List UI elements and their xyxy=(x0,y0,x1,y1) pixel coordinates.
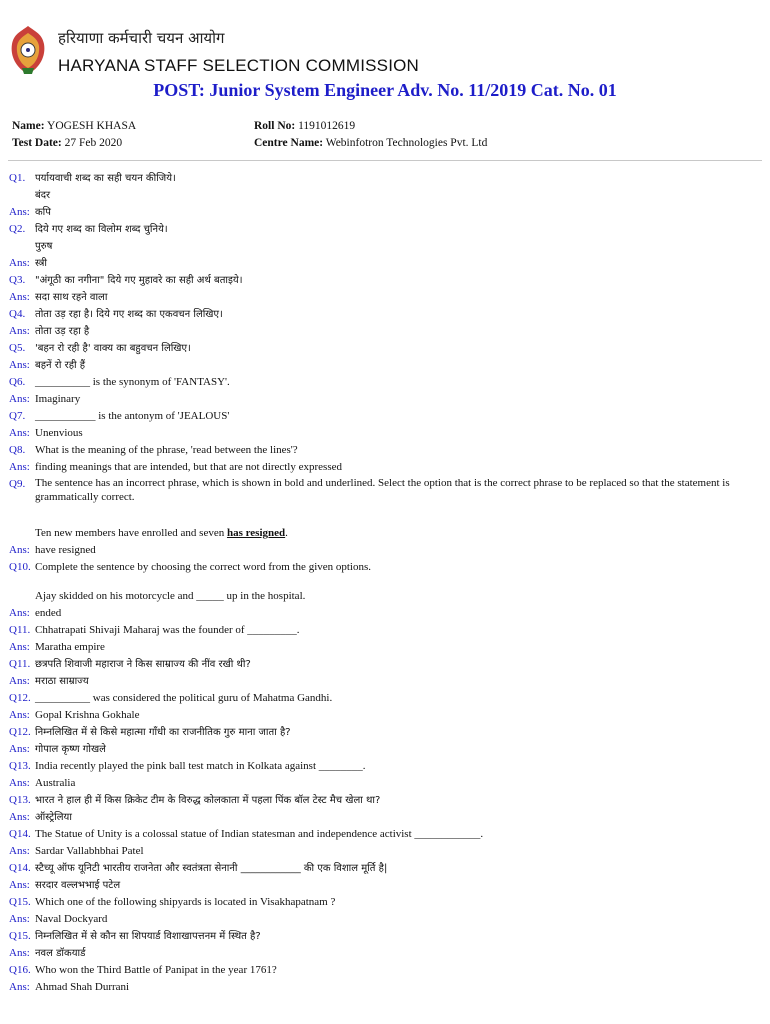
question-text: निम्नलिखित में से कौन सा शिपयार्ड विशाखापत्तनम में स्थित है? xyxy=(35,931,261,942)
question-row xyxy=(9,724,760,741)
answer-text: Sardar Vallabhbhai Patel xyxy=(35,845,144,857)
question-sub xyxy=(9,521,760,542)
answer-label: Ans: xyxy=(9,709,30,721)
question-number: Q14. xyxy=(9,828,31,840)
question-row xyxy=(9,928,760,945)
answer-text: बहनें रो रही हैं xyxy=(35,360,86,371)
answer-label: Ans: xyxy=(9,393,30,405)
answer-row xyxy=(9,425,760,442)
answer-row xyxy=(9,391,760,408)
question-number: Q15. xyxy=(9,896,31,908)
answer-text: गोपाल कृष्ण गोखले xyxy=(35,744,106,755)
answer-label: Ans: xyxy=(9,947,30,959)
question-row xyxy=(9,894,760,911)
question-number: Q4. xyxy=(9,308,26,320)
org-name-hindi: हरियाणा कर्मचारी चयन आयोग xyxy=(58,29,225,47)
answer-row xyxy=(9,542,760,559)
answer-row xyxy=(9,204,760,221)
question-number: Q3. xyxy=(9,274,26,286)
answer-label: Ans: xyxy=(9,325,30,337)
answer-row xyxy=(9,673,760,690)
question-row xyxy=(9,826,760,843)
question-row xyxy=(9,272,760,289)
answer-text: ended xyxy=(35,607,62,619)
question-number: Q15. xyxy=(9,930,31,942)
answer-row xyxy=(9,979,760,996)
question-row xyxy=(9,442,760,459)
question-text: निम्नलिखित में से किसे महात्मा गाँधी का राजनीतिक गुरु माना जाता है? xyxy=(35,727,291,738)
question-text: भारत ने हाल ही में किस क्रिकेट टीम के विरुद्ध कोलकाता में पहला पिंक बॉल टेस्ट मैच खेला था? xyxy=(35,795,381,806)
question-number: Q7. xyxy=(9,410,26,422)
answer-label: Ans: xyxy=(9,359,30,371)
test-date: 27 Feb 2020 xyxy=(64,137,123,149)
centre-label: Centre Name: xyxy=(254,137,324,149)
org-name-english: HARYANA STAFF SELECTION COMMISSION xyxy=(58,56,420,75)
question-number: Q2. xyxy=(9,223,26,235)
answer-label: Ans: xyxy=(9,743,30,755)
question-row xyxy=(9,559,760,576)
question-sub: पुरुष xyxy=(35,241,53,252)
answer-text: have resigned xyxy=(35,544,96,556)
question-row xyxy=(9,221,760,238)
name-label: Name: xyxy=(12,120,45,132)
question-text: What is the meaning of the phrase, 'read between the lines'? xyxy=(35,444,298,456)
question-text: Which one of the following shipyards is located in Visakhapatnam ? xyxy=(35,896,336,908)
answer-label: Ans: xyxy=(9,257,30,269)
answer-text: Maratha empire xyxy=(35,641,105,653)
question-number: Q9. xyxy=(9,478,26,490)
answer-label: Ans: xyxy=(9,811,30,823)
question-text: पर्यायवाची शब्द का सही चयन कीजिये। xyxy=(35,173,176,184)
question-number: Q10. xyxy=(9,561,31,573)
question-text: __________ is the synonym of 'FANTASY'. xyxy=(35,376,230,388)
divider xyxy=(8,160,762,161)
answer-row xyxy=(9,945,760,962)
answer-row xyxy=(9,775,760,792)
question-sub-pre: Ten new members have enrolled and seven xyxy=(35,527,227,539)
question-number: Q1. xyxy=(9,172,26,184)
answer-text: Naval Dockyard xyxy=(35,913,108,925)
question-row xyxy=(9,758,760,775)
question-text: दिये गए शब्द का विलोम शब्द चुनिये। xyxy=(35,224,168,235)
hssc-emblem-icon xyxy=(8,24,48,76)
question-row xyxy=(9,690,760,707)
question-text: Complete the sentence by choosing the correct word from the given options. xyxy=(35,561,372,573)
answer-text: Australia xyxy=(35,777,76,789)
answer-text: finding meanings that are intended, but that are not directly expressed xyxy=(35,461,342,473)
question-sub-post: . xyxy=(285,527,288,539)
question-text: Who won the Third Battle of Panipat in the year 1761? xyxy=(35,964,277,976)
answer-label: Ans: xyxy=(9,291,30,303)
question-row xyxy=(9,408,760,425)
question-number: Q14. xyxy=(9,862,31,874)
answer-label: Ans: xyxy=(9,879,30,891)
answer-text: सरदार वल्लभभाई पटेल xyxy=(35,880,121,891)
question-text: Chhatrapati Shivaji Maharaj was the founder of _________. xyxy=(35,624,300,636)
answer-row xyxy=(9,877,760,894)
question-row xyxy=(9,340,760,357)
answer-text: Imaginary xyxy=(35,393,81,405)
question-row xyxy=(9,962,760,979)
answer-label: Ans: xyxy=(9,845,30,857)
question-text: स्टैच्यू ऑफ यूनिटी भारतीय राजनेता और स्वतंत्रता सेनानी ____________ की एक विशाल मूर्ति है| xyxy=(35,863,388,874)
question-list xyxy=(9,170,760,996)
question-text: The sentence has an incorrect phrase, which is shown in bold and underlined. Select the option that is the correct phrase to be replaced so that the statement is grammatically correct. xyxy=(35,477,730,503)
question-number: Q13. xyxy=(9,794,31,806)
answer-text: Unenvious xyxy=(35,427,83,439)
answer-row xyxy=(9,639,760,656)
question-text: ___________ is the antonym of 'JEALOUS' xyxy=(35,410,230,422)
answer-row xyxy=(9,843,760,860)
question-number: Q13. xyxy=(9,760,31,772)
question-number: Q16. xyxy=(9,964,31,976)
question-number: Q6. xyxy=(9,376,26,388)
candidate-name: YOGESH KHASA xyxy=(47,120,137,132)
answer-text: तोता उड़ रहा है xyxy=(35,326,90,337)
answer-label: Ans: xyxy=(9,913,30,925)
answer-label: Ans: xyxy=(9,607,30,619)
answer-label: Ans: xyxy=(9,675,30,687)
answer-label: Ans: xyxy=(9,981,30,993)
answer-row xyxy=(9,707,760,724)
spacer xyxy=(9,576,760,588)
question-text: __________ was considered the political guru of Mahatma Gandhi. xyxy=(35,692,333,704)
question-text: छत्रपति शिवाजी महाराज ने किस साम्राज्य की नींव रखी थी? xyxy=(35,659,251,670)
question-row xyxy=(9,374,760,391)
question-sub: Ajay skidded on his motorcycle and _____ up in the hospital. xyxy=(35,590,306,602)
question-row xyxy=(9,656,760,673)
question-sub: बंदर xyxy=(35,190,51,201)
answer-label: Ans: xyxy=(9,777,30,789)
roll-number: 1191012619 xyxy=(298,120,356,132)
spacer xyxy=(9,504,760,521)
question-text: 'बहन रो रही है' वाक्य का बहुवचन लिखिए। xyxy=(35,343,191,354)
answer-label: Ans: xyxy=(9,461,30,473)
answer-text: Ahmad Shah Durrani xyxy=(35,981,130,993)
answer-label: Ans: xyxy=(9,641,30,653)
answer-text: सदा साथ रहने वाला xyxy=(35,292,108,303)
question-number: Q5. xyxy=(9,342,26,354)
question-text: India recently played the pink ball test match in Kolkata against ________. xyxy=(35,760,366,772)
question-row xyxy=(9,476,760,504)
answer-row xyxy=(9,605,760,622)
question-row xyxy=(9,306,760,323)
answer-row xyxy=(9,459,760,476)
question-row xyxy=(9,860,760,877)
answer-text: कपि xyxy=(35,207,51,218)
answer-row xyxy=(9,809,760,826)
question-number: Q11. xyxy=(9,658,31,670)
question-number: Q12. xyxy=(9,726,31,738)
answer-text: नवल डॉकयार्ड xyxy=(35,948,86,959)
test-date-label: Test Date: xyxy=(12,137,62,149)
answer-text: मराठा साम्राज्य xyxy=(35,676,89,687)
answer-row xyxy=(9,357,760,374)
answer-text: Gopal Krishna Gokhale xyxy=(35,709,140,721)
roll-label: Roll No: xyxy=(254,120,296,132)
question-number: Q11. xyxy=(9,624,31,636)
question-text: "अंगूठी का नगीना" दिये गए मुहावरे का सही अर्थ बताइये। xyxy=(35,275,243,286)
answer-row xyxy=(9,255,760,272)
centre-name: Webinfotron Technologies Pvt. Ltd xyxy=(325,137,488,149)
post-title: POST: Junior System Engineer Adv. No. 11/2019 Cat. No. 01 xyxy=(153,80,617,100)
answer-label: Ans: xyxy=(9,544,30,556)
answer-label: Ans: xyxy=(9,427,30,439)
question-text: तोता उड़ रहा है। दिये गए शब्द का एकवचन लिखिए। xyxy=(35,309,223,320)
answer-text: स्त्री xyxy=(35,258,47,269)
question-number: Q12. xyxy=(9,692,31,704)
question-number: Q8. xyxy=(9,444,26,456)
question-sub-bold: has resigned xyxy=(226,527,286,539)
answer-text: ऑस्ट्रेलिया xyxy=(35,812,72,823)
answer-row xyxy=(9,323,760,340)
question-row xyxy=(9,170,760,187)
answer-label: Ans: xyxy=(9,206,30,218)
header xyxy=(8,14,428,84)
question-text: The Statue of Unity is a colossal statue of Indian statesman and independence activist ____________. xyxy=(35,828,484,840)
candidate-info-left xyxy=(12,118,136,152)
question-row xyxy=(9,622,760,639)
answer-row xyxy=(9,289,760,306)
question-row xyxy=(9,792,760,809)
answer-row xyxy=(9,911,760,928)
candidate-info-right xyxy=(254,118,487,152)
answer-row xyxy=(9,741,760,758)
